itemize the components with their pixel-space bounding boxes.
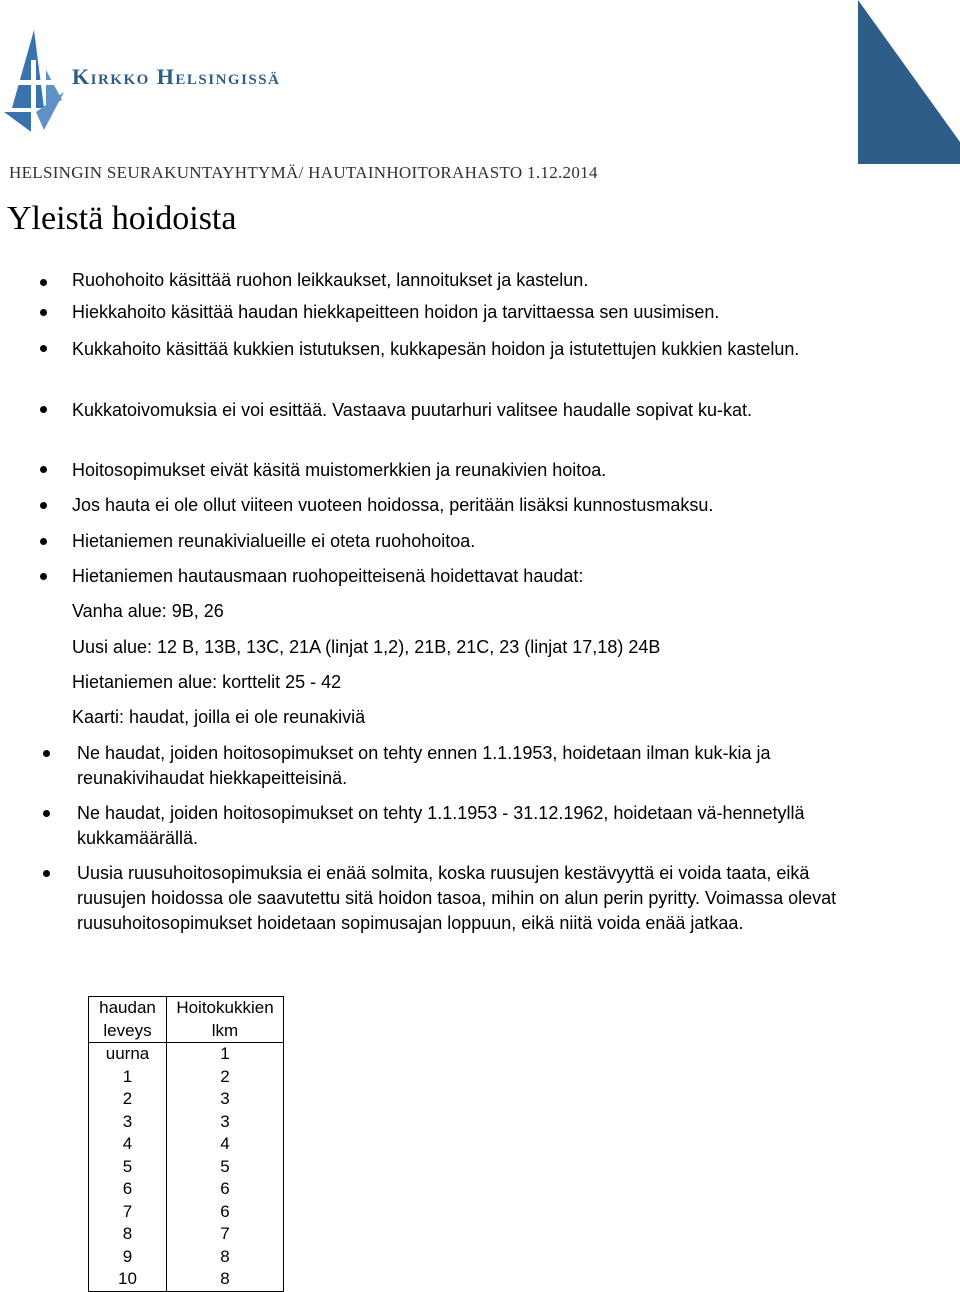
table-row [89,1223,284,1246]
list-item: Kukkatoivomuksia ei voi esittää. Vastaava puutarhuri valitsee haudalle sopivat ku-kat. [72,400,753,420]
table-row [89,1201,284,1224]
table-header-row [89,997,284,1043]
list-item: Ne haudat, joiden hoitosopimukset on tehty ennen 1.1.1953, hoidetaan ilman kuk-kia ja reunakivihaudat hiekkapeitteisinä. [77,743,771,788]
cell-width: 7 [89,1201,167,1224]
cell-width: uurna [89,1043,167,1066]
list-item: Hiekkahoito käsittää haudan hiekkapeitteen hoidon ja tarvittaessa sen uusimisen. [72,302,720,322]
area-line: Uusi alue: 12 B, 13B, 13C, 21A (linjat 1,2), 21B, 21C, 23 (linjat 17,18) 24B [72,637,661,657]
list-item: Hietaniemen hautausmaan ruohopeitteisenä hoidettavat haudat: [72,566,584,586]
bullet-dot [40,406,47,413]
table-row [89,1268,284,1291]
list-item: Hoitosopimukset eivät käsitä muistomerkkien ja reunakivien hoitoa. [72,460,607,480]
brand-name: Kirkko Helsingissä [72,64,281,89]
cell-width: 1 [89,1066,167,1089]
bullet-dot [43,750,50,757]
bullet-dot [40,279,47,286]
list-item: Hietaniemen reunakivialueille ei oteta ruohohoitoa. [72,531,476,551]
cell-count: 3 [167,1088,284,1111]
table-row [89,1111,284,1134]
cell-count: 4 [167,1133,284,1156]
bullet-dot [43,810,50,817]
flower-count-table [88,996,284,1292]
cell-width: 10 [89,1268,167,1291]
cell-count: 1 [167,1043,284,1066]
document-subheader: HELSINGIN SEURAKUNTAYHTYMÄ/ HAUTAINHOITORAHASTO 1.12.2014 [9,163,598,182]
cell-width: 4 [89,1133,167,1156]
list-item: Jos hauta ei ole ollut viiteen vuoteen hoidossa, peritään lisäksi kunnostusmaksu. [72,495,714,515]
cell-count: 5 [167,1156,284,1179]
cell-count: 8 [167,1268,284,1291]
cell-count: 6 [167,1178,284,1201]
table-row [89,1246,284,1269]
bullet-dot [40,309,47,316]
cell-width: 3 [89,1111,167,1134]
cell-count: 8 [167,1246,284,1269]
cell-width: 9 [89,1246,167,1269]
cell-count: 6 [167,1201,284,1224]
bullet-dot [40,573,47,580]
table-row [89,1043,284,1066]
area-line: Hietaniemen alue: korttelit 25 - 42 [72,672,342,692]
bullet-dot [40,538,47,545]
bullet-dot [40,502,47,509]
cell-width: 6 [89,1178,167,1201]
list-item: Ne haudat, joiden hoitosopimukset on tehty 1.1.1953 - 31.12.1962, hoidetaan vä-hennetyllä kukkamäärällä. [77,803,805,848]
cell-width: 5 [89,1156,167,1179]
church-logo-icon [4,30,64,134]
table-row [89,1133,284,1156]
bullet-dot [43,870,50,877]
bullet-dot [40,466,47,473]
corner-triangle-icon [852,0,960,164]
cell-count: 2 [167,1066,284,1089]
cell-width: 8 [89,1223,167,1246]
list-item: Uusia ruusuhoitosopimuksia ei enää solmita, koska ruusujen kestävyyttä ei voida taata, eikä ruusujen hoidossa ole saavutettu sitä hoidon tasoa, mihin on alun perin pyritty. Voimassa olevat ruusuhoitosopimukset hoidetaan sopimusajan loppuun, eikä niitä voida enää jatkaa. [77,863,837,933]
table-row [89,1156,284,1179]
area-line: Vanha alue: 9B, 26 [72,601,224,621]
list-item: Kukkahoito käsittää kukkien istutuksen, kukkapesän hoidon ja istutettujen kukkien kastelun. [72,339,800,359]
bullet-dot [40,345,47,352]
area-line: Kaarti: haudat, joilla ei ole reunakiviä [72,707,366,727]
list-item: Ruohohoito käsittää ruohon leikkaukset, lannoitukset ja kastelun. [72,270,589,290]
header-flower-count: Hoitokukkien lkm [167,997,284,1043]
header-grave-width: haudan leveys [89,997,167,1043]
table-row [89,1088,284,1111]
page-title: Yleistä hoidoista [7,200,237,237]
table-row [89,1066,284,1089]
cell-width: 2 [89,1088,167,1111]
cell-count: 7 [167,1223,284,1246]
table-row [89,1178,284,1201]
cell-count: 3 [167,1111,284,1134]
